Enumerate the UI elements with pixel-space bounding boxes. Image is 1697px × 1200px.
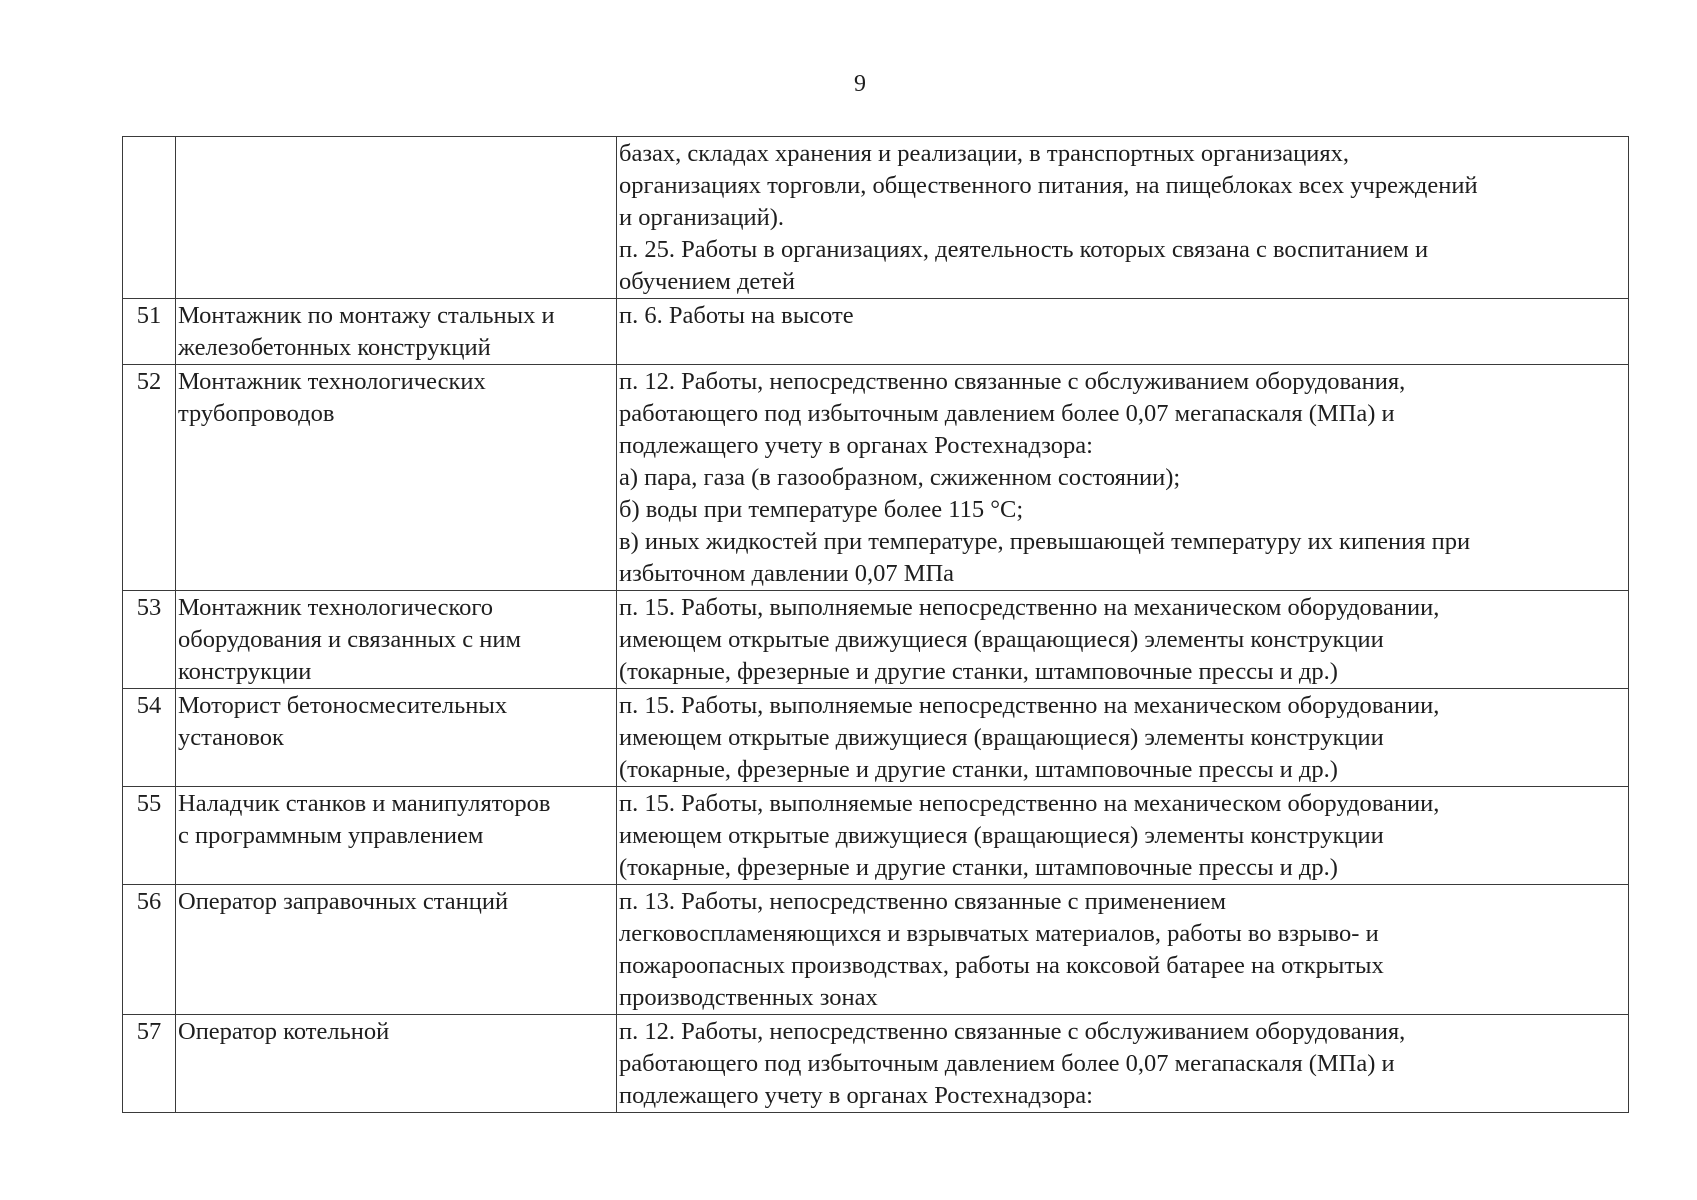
profession-line: установок bbox=[178, 724, 284, 751]
profession-line: трубопроводов bbox=[178, 400, 335, 427]
work-description-line: (токарные, фрезерные и другие станки, штамповочные прессы и др.) bbox=[619, 854, 1338, 881]
work-description-cell bbox=[617, 299, 1629, 365]
profession-cell bbox=[176, 885, 617, 1015]
profession-cell bbox=[176, 689, 617, 787]
profession-line: с программным управлением bbox=[178, 822, 484, 849]
work-description-line: (токарные, фрезерные и другие станки, штамповочные прессы и др.) bbox=[619, 756, 1338, 783]
row-number-cell: 53 bbox=[123, 591, 176, 689]
row-number-cell: 56 bbox=[123, 885, 176, 1015]
work-description-line: пожароопасных производствах, работы на коксовой батарее на открытых bbox=[619, 952, 1384, 979]
work-description-line: обучением детей bbox=[619, 268, 795, 295]
profession-line: Наладчик станков и манипуляторов bbox=[178, 790, 551, 817]
profession-line: Оператор котельной bbox=[178, 1018, 390, 1045]
work-description-line: в) иных жидкостей при температуре, превышающей температуру их кипения при bbox=[619, 528, 1471, 555]
work-description-cell bbox=[617, 365, 1629, 591]
row-number-cell bbox=[123, 137, 176, 299]
work-description-line: п. 6. Работы на высоте bbox=[619, 302, 854, 329]
table-row bbox=[123, 137, 1629, 299]
work-description-line: базах, складах хранения и реализации, в транспортных организациях, bbox=[619, 140, 1349, 167]
table-row bbox=[123, 885, 1629, 1015]
table-row bbox=[123, 689, 1629, 787]
work-description-line: п. 15. Работы, выполняемые непосредственно на механическом оборудовании, bbox=[619, 692, 1440, 719]
work-description-cell bbox=[617, 689, 1629, 787]
table-row bbox=[123, 1015, 1629, 1113]
work-description-cell bbox=[617, 591, 1629, 689]
profession-line: конструкции bbox=[178, 658, 312, 685]
work-description-line: а) пара, газа (в газообразном, сжиженном состоянии); bbox=[619, 464, 1181, 491]
work-description-line: п. 25. Работы в организациях, деятельность которых связана с воспитанием и bbox=[619, 236, 1429, 263]
profession-line: Монтажник технологических bbox=[178, 368, 486, 395]
profession-line: железобетонных конструкций bbox=[178, 334, 491, 361]
work-description-line: имеющем открытые движущиеся (вращающиеся) элементы конструкции bbox=[619, 724, 1384, 751]
row-number-cell: 51 bbox=[123, 299, 176, 365]
work-description-line: (токарные, фрезерные и другие станки, штамповочные прессы и др.) bbox=[619, 658, 1338, 685]
table-row bbox=[123, 787, 1629, 885]
work-description-line: легковоспламеняющихся и взрывчатых материалов, работы во взрыво- и bbox=[619, 920, 1379, 947]
work-description-line: имеющем открытые движущиеся (вращающиеся) элементы конструкции bbox=[619, 626, 1384, 653]
table-row bbox=[123, 299, 1629, 365]
profession-cell bbox=[176, 365, 617, 591]
work-description-line: подлежащего учету в органах Ростехнадзора: bbox=[619, 1082, 1093, 1109]
profession-line: Оператор заправочных станций bbox=[178, 888, 509, 915]
work-description-line: п. 12. Работы, непосредственно связанные с обслуживанием оборудования, bbox=[619, 1018, 1406, 1045]
work-description-line: п. 15. Работы, выполняемые непосредственно на механическом оборудовании, bbox=[619, 790, 1440, 817]
table-row bbox=[123, 591, 1629, 689]
profession-cell bbox=[176, 1015, 617, 1113]
work-description-line: и организаций). bbox=[619, 204, 785, 231]
hazardous-work-table bbox=[122, 136, 1629, 1113]
profession-line: оборудования и связанных с ним bbox=[178, 626, 522, 653]
profession-cell bbox=[176, 787, 617, 885]
work-description-line: имеющем открытые движущиеся (вращающиеся) элементы конструкции bbox=[619, 822, 1384, 849]
work-description-line: п. 15. Работы, выполняемые непосредственно на механическом оборудовании, bbox=[619, 594, 1440, 621]
page-number: 9 bbox=[854, 71, 866, 97]
profession-cell bbox=[176, 299, 617, 365]
work-description-cell bbox=[617, 137, 1629, 299]
work-description-line: избыточном давлении 0,07 МПа bbox=[619, 560, 955, 587]
row-number-cell: 52 bbox=[123, 365, 176, 591]
profession-line: Монтажник технологического bbox=[178, 594, 494, 621]
work-description-cell bbox=[617, 885, 1629, 1015]
work-description-line: организациях торговли, общественного питания, на пищеблоках всех учреждений bbox=[619, 172, 1478, 199]
profession-cell bbox=[176, 591, 617, 689]
work-description-line: п. 12. Работы, непосредственно связанные с обслуживанием оборудования, bbox=[619, 368, 1406, 395]
work-description-cell bbox=[617, 787, 1629, 885]
profession-line: Моторист бетоносмесительных bbox=[178, 692, 508, 719]
work-description-line: подлежащего учету в органах Ростехнадзора: bbox=[619, 432, 1093, 459]
table-body bbox=[123, 137, 1629, 1113]
work-description-line: работающего под избыточным давлением более 0,07 мегапаскаля (МПа) и bbox=[619, 400, 1395, 427]
row-number-cell: 57 bbox=[123, 1015, 176, 1113]
work-description-cell bbox=[617, 1015, 1629, 1113]
work-description-line: производственных зонах bbox=[619, 984, 878, 1011]
profession-line: Монтажник по монтажу стальных и bbox=[178, 302, 555, 329]
table-row bbox=[123, 365, 1629, 591]
profession-cell bbox=[176, 137, 617, 299]
row-number-cell: 54 bbox=[123, 689, 176, 787]
work-description-line: б) воды при температуре более 115 °С; bbox=[619, 496, 1024, 523]
work-description-line: работающего под избыточным давлением более 0,07 мегапаскаля (МПа) и bbox=[619, 1050, 1395, 1077]
work-description-line: п. 13. Работы, непосредственно связанные с применением bbox=[619, 888, 1227, 915]
row-number-cell: 55 bbox=[123, 787, 176, 885]
